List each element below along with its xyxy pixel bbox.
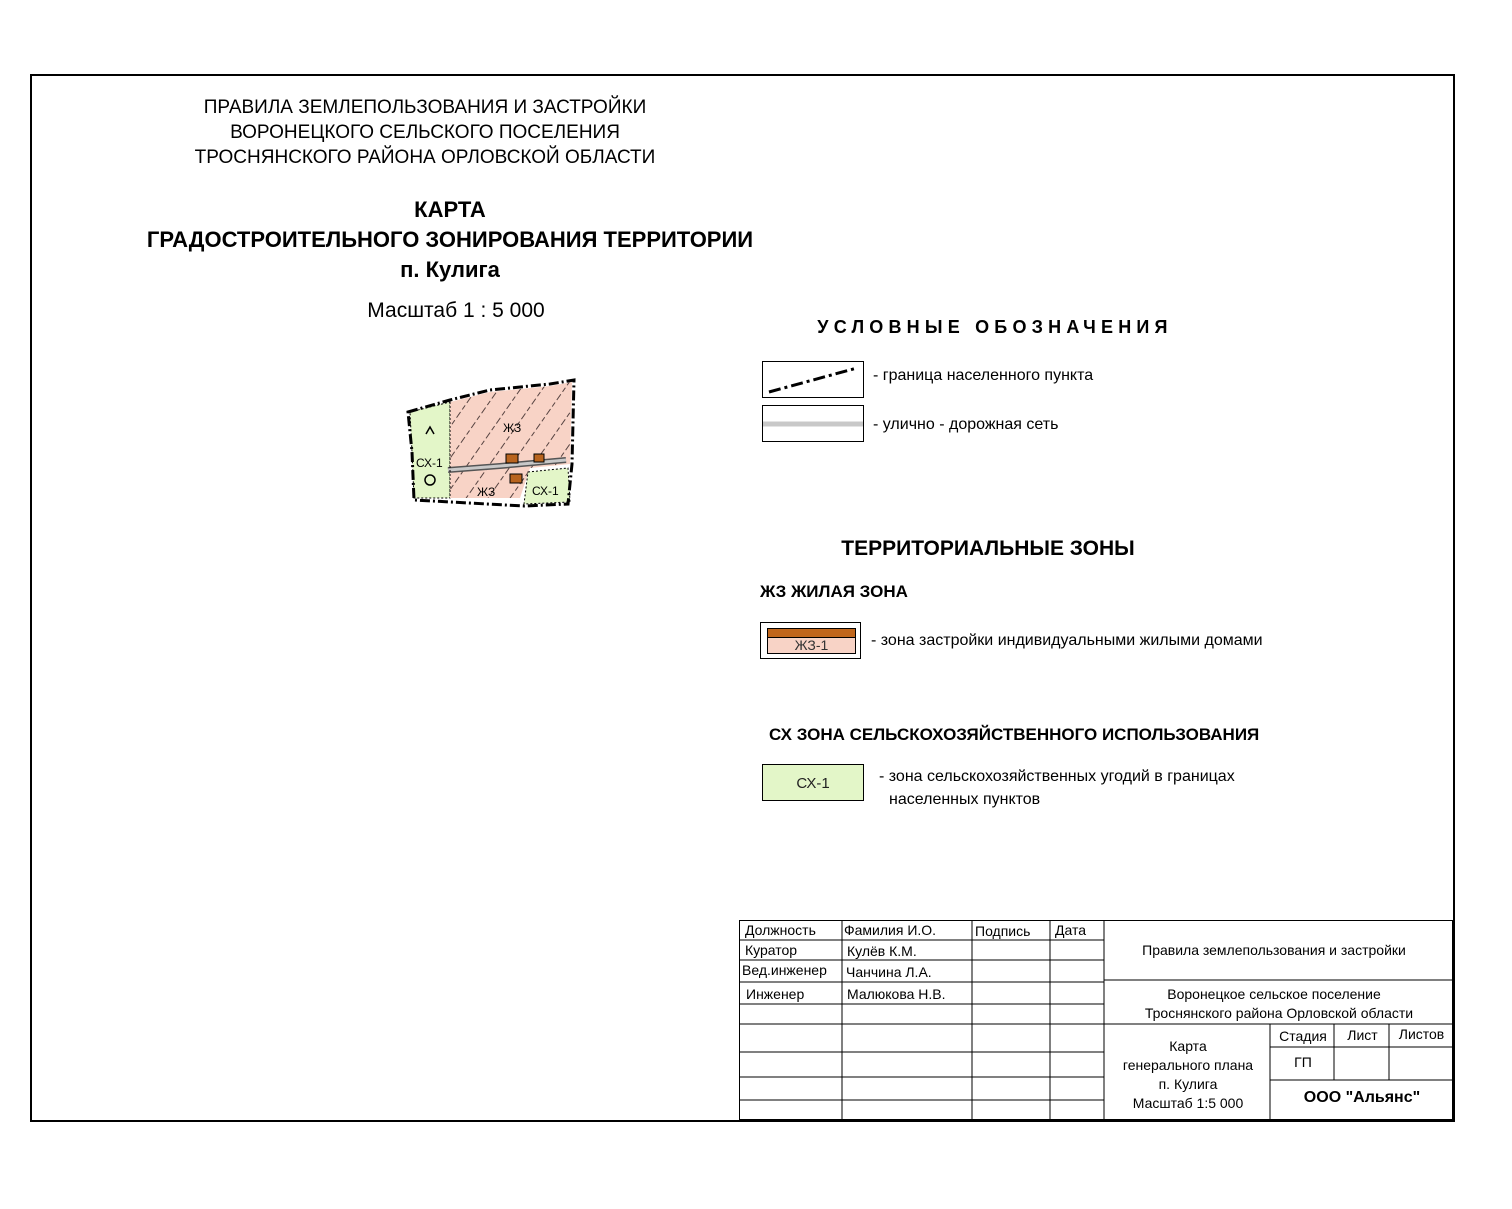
- legend-item-road: - улично - дорожная сеть: [873, 416, 1059, 433]
- settlement-boundary-symbol: [763, 362, 863, 397]
- header-line-1: ПРАВИЛА ЗЕМЛЕПОЛЬЗОВАНИЯ И ЗАСТРОЙКИ: [203, 97, 647, 118]
- zones-title: ТЕРРИТОРИАЛЬНЫЕ ЗОНЫ: [841, 537, 1135, 560]
- building: [534, 454, 544, 462]
- map-title-line-3: п. Кулига: [400, 257, 500, 282]
- tb-location-line-2: Троснянского района Орловской области: [1144, 1005, 1414, 1021]
- tb-header-position: Должность: [745, 922, 816, 938]
- map-label-sx-left: СХ-1: [416, 456, 443, 470]
- tb-header-signature: Подпись: [975, 923, 1031, 939]
- agricultural-zone-swatch: СХ-1: [762, 764, 864, 801]
- document-header: [130, 95, 720, 170]
- tb-stage-value: ГП: [1294, 1054, 1312, 1070]
- road-network-icon: [762, 405, 864, 442]
- header-line-2: ВОРОНЕЦКОГО СЕЛЬСКОГО ПОСЕЛЕНИЯ: [230, 122, 620, 143]
- map-label-sx-right: СХ-1: [532, 484, 559, 498]
- residential-zone-text: - зона застройки индивидуальными жилыми домами: [871, 632, 1263, 649]
- road-network-symbol: [763, 406, 863, 441]
- tb-sheet-description: [1105, 1037, 1271, 1113]
- tb-row-position: Инженер: [746, 986, 805, 1002]
- tb-row-position: Куратор: [745, 942, 798, 958]
- tb-header-name: Фамилия И.О.: [844, 922, 937, 938]
- tb-document-title: Правила землепользования и застройки: [1142, 942, 1406, 958]
- tb-stage-label: Стадия: [1279, 1028, 1327, 1044]
- tb-company: ООО "Альянс": [1303, 1089, 1421, 1106]
- map-label-zh3-bottom: ЖЗ: [477, 485, 496, 499]
- map-title: [100, 195, 800, 285]
- zoning-map: [400, 372, 582, 514]
- legend-title: УСЛОВНЫЕ ОБОЗНАЧЕНИЯ: [817, 317, 1173, 337]
- agricultural-zone-heading: СХ ЗОНА СЕЛЬСКОХОЗЯЙСТВЕННОГО ИСПОЛЬЗОВАНИЯ: [769, 725, 1260, 744]
- tb-sheet-line-4: Масштаб 1:5 000: [1132, 1095, 1244, 1111]
- building: [510, 474, 522, 483]
- map-label-zh3-top: ЖЗ: [503, 421, 522, 435]
- building: [506, 454, 518, 463]
- tb-sheet-line-1: Карта: [1169, 1038, 1207, 1054]
- tb-sheet-line-3: п. Кулига: [1158, 1076, 1218, 1092]
- tb-row-name: Малюкова Н.В.: [847, 986, 946, 1002]
- map-title-line-2: ГРАДОСТРОИТЕЛЬНОГО ЗОНИРОВАНИЯ ТЕРРИТОРИИ: [146, 227, 754, 252]
- residential-swatch-label: ЖЗ-1: [794, 637, 829, 653]
- legend-item-boundary: - граница населенного пункта: [873, 367, 1094, 384]
- header-line-3: ТРОСНЯНСКОГО РАЙОНА ОРЛОВСКОЙ ОБЛАСТИ: [194, 147, 656, 168]
- tb-sheet-line-2: генерального плана: [1122, 1057, 1254, 1073]
- tb-sheet-label: Лист: [1347, 1027, 1378, 1043]
- residential-zone-heading: ЖЗ ЖИЛАЯ ЗОНА: [760, 582, 908, 601]
- settlement-boundary-icon: [762, 361, 864, 398]
- tb-sheets-label: Листов: [1398, 1026, 1445, 1042]
- map-scale: Масштаб 1 : 5 000: [367, 299, 545, 322]
- agricultural-zone-text-2: населенных пунктов: [889, 791, 1041, 808]
- residential-zone-swatch: [760, 622, 861, 659]
- agricultural-zone-left: [410, 402, 450, 498]
- tb-header-date: Дата: [1055, 922, 1087, 938]
- tb-row-position: Вед.инженер: [742, 962, 827, 978]
- tb-row-name: Чанчина Л.А.: [846, 964, 932, 980]
- tb-row-name: Кулёв К.М.: [847, 943, 917, 959]
- residential-swatch-fill: [767, 628, 856, 654]
- tb-location-line-1: Воронецкое сельское поселение: [1167, 986, 1381, 1002]
- agricultural-zone-text-1: - зона сельскохозяйственных угодий в границах: [879, 768, 1235, 785]
- map-title-line-1: КАРТА: [414, 197, 486, 222]
